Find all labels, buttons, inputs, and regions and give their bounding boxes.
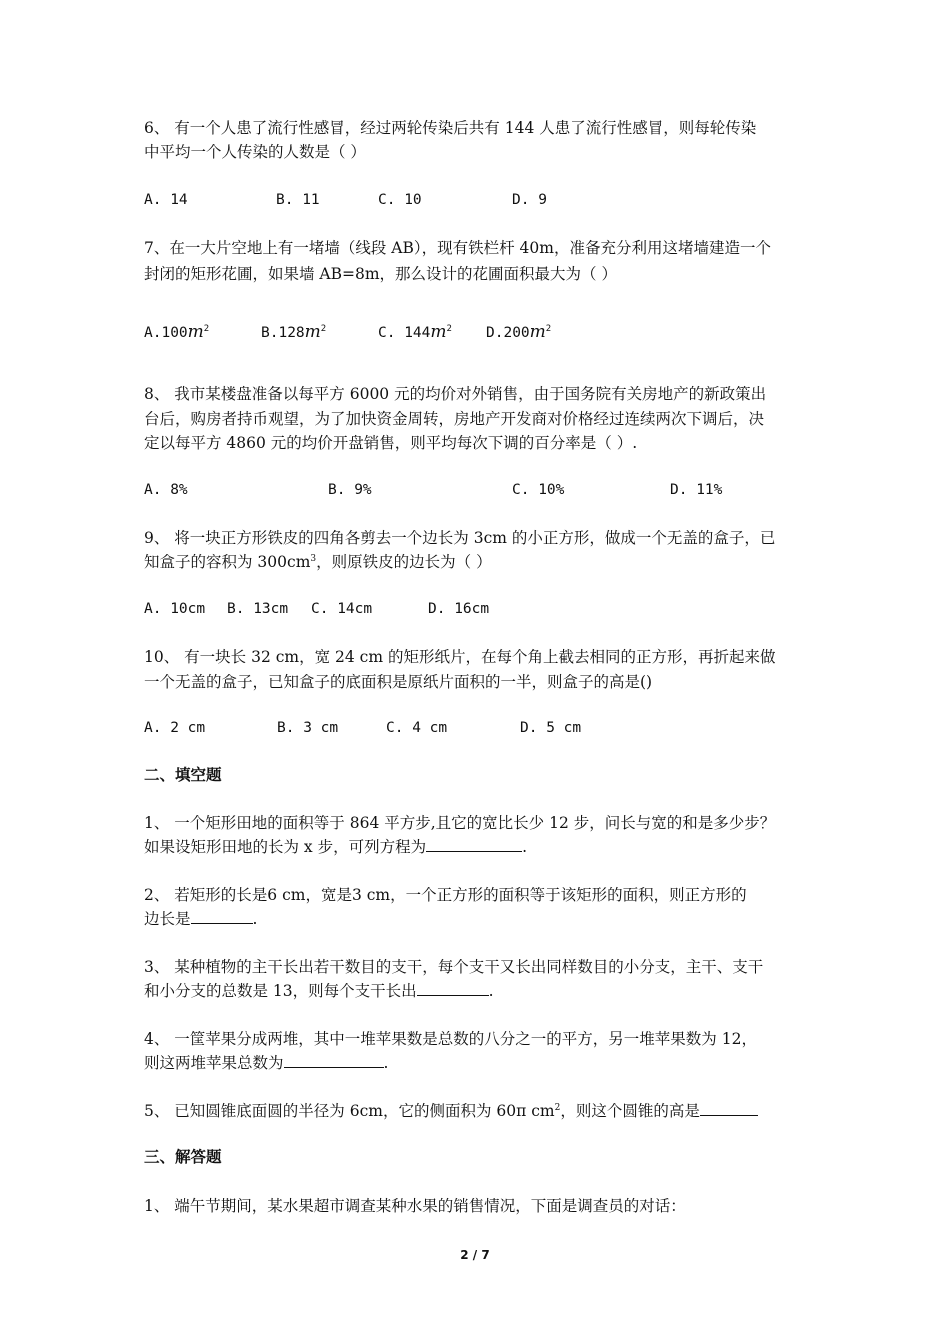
fill1-answer-blank[interactable] (426, 836, 522, 852)
q9-option-b: B. 13cm (227, 601, 289, 617)
q7-option-c: C. $144m^2$ (378, 322, 452, 342)
fill5-line: 5、 已知圆锥底面圆的半径为 6cm，它的侧面积为 60π $cm^2$，则这个圆锥的高是 (144, 1099, 809, 1123)
q6-option-a: A. 14 (144, 192, 188, 208)
q10-line2: 一个无盖的盒子，已知盒子的底面积是原纸片面积的一半，则盒子的高是() (144, 673, 653, 691)
q7-option-d: $D.200m^2$ (486, 322, 552, 342)
q8-option-a: A. 8% (144, 482, 188, 498)
q8-line1: 8、 我市某楼盘准备以每平方 6000 元的均价对外销售，由于国务院有关房地产的新政策出 (144, 385, 767, 403)
section-heading-answer: 三、解答题 (144, 1148, 222, 1166)
q7-line1: 7、在一大片空地上有一堵墙（线段 AB），现有铁栏杆 40m，准备充分利用这堵墙建造一个 (144, 239, 771, 257)
q6-line2: 中平均一个人传染的人数是（ ） (144, 143, 366, 161)
q9-line1: 9、 将一块正方形铁皮的四角各剪去一个边长为 3cm 的小正方形，做成一个无盖的盒子，已 (144, 529, 776, 547)
q6-option-c: C. 10 (378, 192, 422, 208)
q6-option-d: D. 9 (512, 192, 547, 208)
q10-option-a: A. 2 cm (144, 720, 206, 736)
q7-option-a: $A.100m^2$ (144, 322, 210, 342)
fill3-answer-blank[interactable] (417, 980, 489, 996)
fill3-line1: 3、 某种植物的主干长出若干数目的支干，每个支干又长出同样数目的小分支，主干、支干 (144, 958, 764, 976)
fill2-line1: 2、 若矩形的长是6 cm，宽是3 cm，一个正方形的面积等于该矩形的面积，则正方形的 (144, 886, 747, 904)
fill1-line1: 1、 一个矩形田地的面积等于 864 平方步,且它的宽比长少 12 步，问长与宽的和是多少步？ (144, 814, 776, 832)
q9-option-c: C. 14cm (311, 601, 373, 617)
q10-line1: 10、 有一块长 32 cm，宽 24 cm 的矩形纸片，在每个角上截去相同的正方形，再折起来做 (144, 648, 776, 666)
q9-option-d: D. 16cm (428, 601, 490, 617)
q8-option-c: C. 10% (512, 482, 565, 498)
q9-option-a: A. 10cm (144, 601, 206, 617)
q7-line2: 封闭的矩形花圃，如果墙 AB=8m，那么设计的花圃面积最大为（ ） (144, 265, 617, 283)
q7-option-b: $B.128m^2$ (261, 322, 327, 342)
fill3-line2: 和小分支的总数是 13，则每个支干长出 . (144, 982, 494, 1000)
q8-line2: 台后，购房者持币观望，为了加快资金周转，房地产开发商对价格经过连续两次下调后，决 (144, 410, 765, 428)
q6-line1: 6、 有一个人患了流行性感冒，经过两轮传染后共有 144 人患了流行性感冒，则每轮传染 (144, 119, 757, 137)
q10-option-d: D. 5 cm (520, 720, 582, 736)
fill4-line2: 则这两堆苹果总数为 . (144, 1054, 389, 1072)
q8-option-b: B. 9% (328, 482, 372, 498)
answer1-line: 1、 端午节期间，某水果超市调查某种水果的销售情况，下面是调查员的对话： (144, 1197, 686, 1215)
fill2-answer-blank[interactable] (191, 908, 253, 924)
fill2-line2: 边长是 . (144, 910, 258, 928)
q9-line2: 知盒子的容积为 $300cm^3$，则原铁皮的边长为（ ） (144, 553, 492, 571)
q10-option-b: B. 3 cm (277, 720, 339, 736)
q8-option-d: D. 11% (670, 482, 723, 498)
fill1-line2: 如果设矩形田地的长为 x 步，可列方程为 . (144, 838, 528, 856)
page-number: 2 / 7 (460, 1248, 490, 1262)
q10-option-c: C. 4 cm (386, 720, 448, 736)
fill4-line1: 4、 一筐苹果分成两堆，其中一堆苹果数是总数的八分之一的平方，另一堆苹果数为 12， (144, 1030, 757, 1048)
section-heading-fill-blank: 二、填空题 (144, 766, 222, 784)
fill5-answer-blank[interactable] (700, 1100, 758, 1116)
q8-line3: 定以每平方 4860 元的均价开盘销售，则平均每次下调的百分率是（ ）. (144, 434, 638, 452)
q6-option-b: B. 11 (276, 192, 320, 208)
fill4-answer-blank[interactable] (284, 1052, 384, 1068)
